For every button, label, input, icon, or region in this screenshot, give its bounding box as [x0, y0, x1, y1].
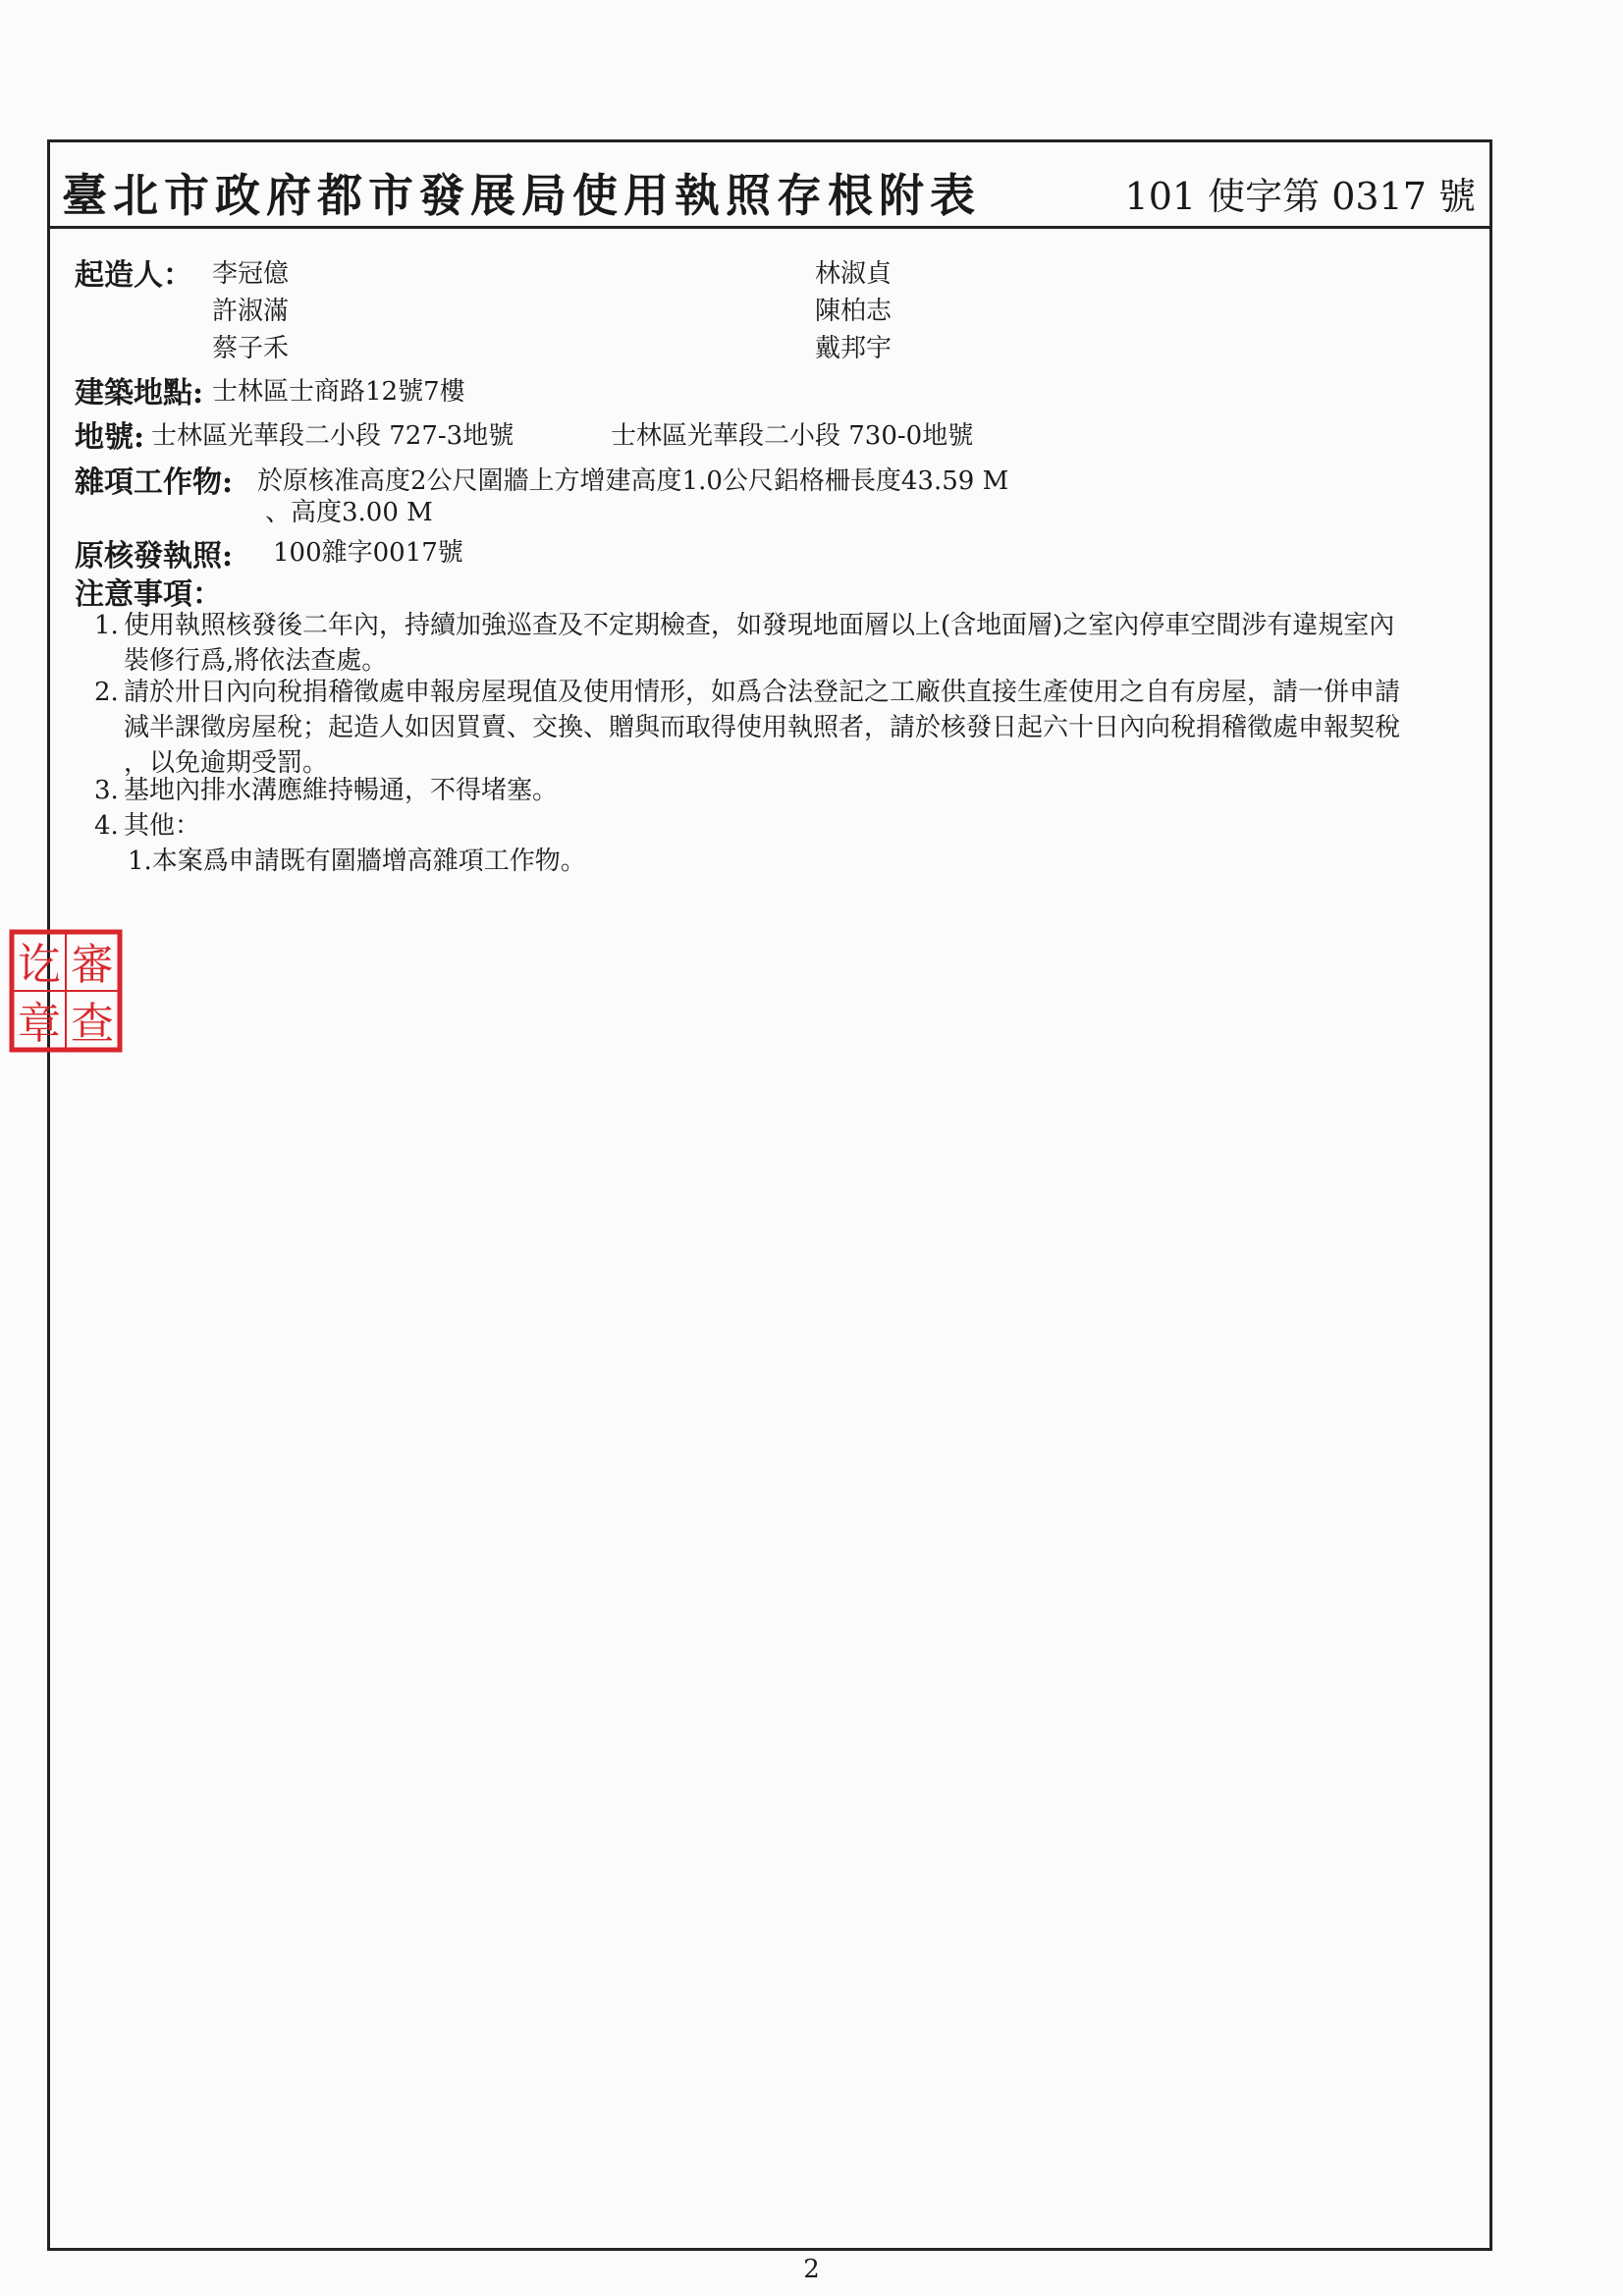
original-license-label: 原核發執照:: [75, 539, 234, 574]
note-line: 基地內排水溝應維持暢通，不得堵塞。: [124, 776, 559, 805]
note-item: [124, 608, 1508, 679]
misc-work-label: 雜項工作物:: [75, 465, 234, 500]
lot-value: 士林區光華段二小段 730-0地號: [611, 421, 974, 451]
page-number: 2: [803, 2255, 820, 2284]
note-number: 3.: [94, 776, 119, 805]
red-seal-stamp-icon: [8, 928, 124, 1054]
note-line: 使用執照核發後二年內，持續加強巡查及不定期檢查，如發現地面層以上(含地面層)之室內停車空間涉有違規室內: [124, 611, 1395, 640]
seal-char: 審: [71, 940, 114, 990]
seal-char: 讫: [18, 940, 61, 990]
misc-work-line: 於原核准高度2公尺圍牆上方增建高度1.0公尺鋁格柵長度43.59 M: [257, 466, 1009, 496]
builder-name: 林淑貞: [815, 259, 893, 289]
builder-name: 許淑滿: [212, 297, 290, 326]
document-title: 臺北市政府都市發展局使用執照存根附表: [62, 169, 981, 222]
original-license-value: 100雜字0017號: [273, 538, 463, 568]
misc-work-line: 、高度3.00 M: [265, 498, 433, 527]
note-line: 1.本案爲申請既有圍牆增高雜項工作物。: [128, 847, 586, 876]
builder-name: 陳柏志: [815, 297, 893, 326]
location-label: 建築地點:: [75, 376, 204, 410]
builder-name: 蔡子禾: [212, 334, 290, 363]
note-line: ，以免逾期受罰。: [124, 748, 329, 778]
note-item: [124, 773, 1508, 808]
seal-char: 查: [71, 999, 114, 1049]
note-line: 其他：: [124, 811, 201, 841]
note-number: 2.: [94, 678, 119, 707]
title-bar: [50, 142, 1489, 229]
document-number: 101 使字第 0317 號: [1124, 175, 1476, 218]
notes-label: 注意事項：: [75, 577, 222, 612]
note-number: 4.: [94, 811, 119, 841]
lot-label: 地號:: [75, 420, 145, 455]
note-item: [124, 675, 1508, 781]
builder-name: 戴邦宇: [815, 334, 893, 363]
lot-value: 士林區光華段二小段 727-3地號: [151, 421, 514, 451]
seal-char: 章: [18, 999, 61, 1049]
builder-name: 李冠億: [212, 259, 290, 289]
note-line: 請於卅日內向稅捐稽徵處申報房屋現值及使用情形，如爲合法登記之工廠供直接生產使用之自有房屋，請一併申請: [124, 678, 1401, 707]
note-item: [124, 808, 1508, 879]
document-frame: [47, 139, 1492, 2251]
note-line: 裝修行爲,將依法查處。: [124, 646, 388, 676]
note-line: 減半課徵房屋稅；起造人如因買賣、交換、贈與而取得使用執照者，請於核發日起六十日內向稅捐稽徵處申報契稅: [124, 713, 1401, 742]
note-number: 1.: [94, 611, 119, 640]
location-value: 士林區士商路12號7樓: [212, 377, 465, 407]
builders-label: 起造人：: [75, 258, 192, 293]
